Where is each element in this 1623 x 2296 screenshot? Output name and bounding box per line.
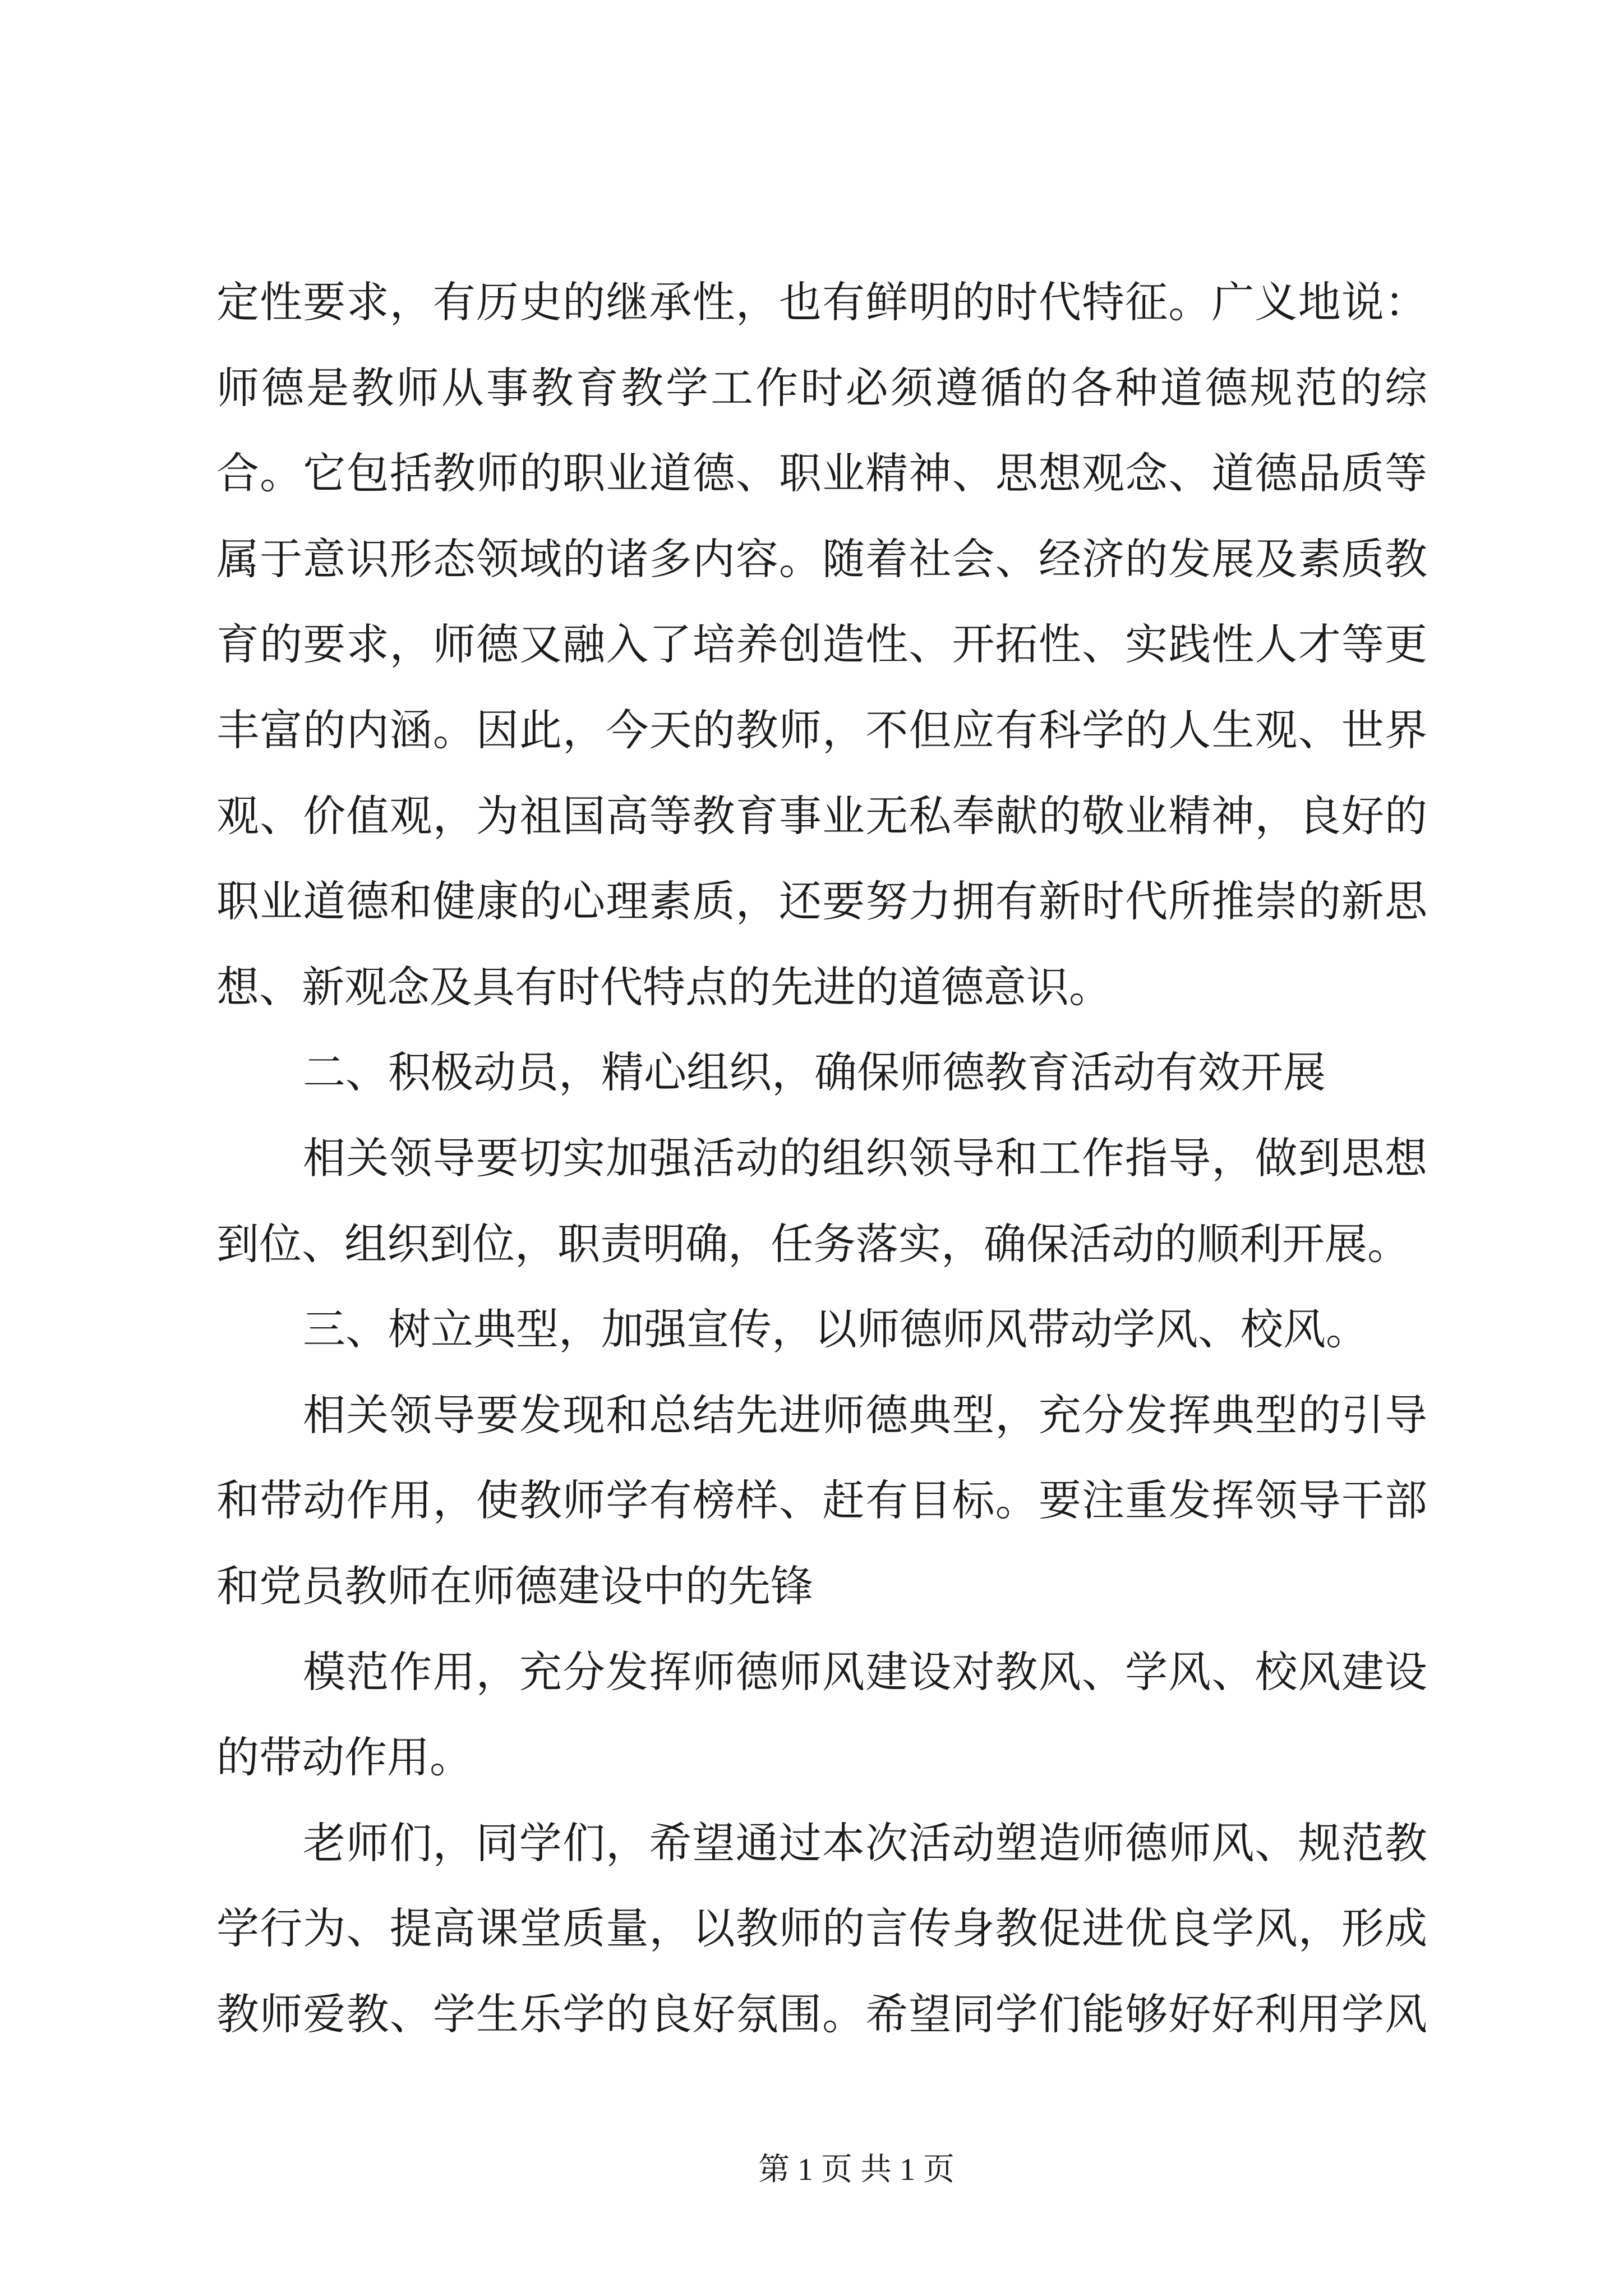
body-line: 丰富的内涵。因此，今天的教师，不但应有科学的人生观、世界 [216,707,1427,754]
body-line: 合。它包括教师的职业道德、职业精神、思想观念、道德品质等 [216,450,1427,498]
body-line: 学行为、提高课堂质量，以教师的言传身教促进优良学风，形成 [216,1906,1427,1953]
page-footer [0,2153,1623,2187]
body-line: 和党员教师在师德建设中的先锋 [216,1563,813,1611]
body-line: 和带动作用，使教师学有榜样、赶有目标。要注重发挥领导干部 [216,1478,1427,1525]
body-line: 相关领导要切实加强活动的组织领导和工作指导，做到思想 [303,1135,1427,1182]
body-line: 属于意识形态领域的诸多内容。随着社会、经济的发展及素质教 [216,536,1427,583]
body-line: 教师爱教、学生乐学的良好氛围。希望同学们能够好好利用学风 [216,1991,1427,2039]
body-line: 观、价值观，为祖国高等教育事业无私奉献的敬业精神，良好的 [216,793,1427,840]
body-line: 职业道德和健康的心理素质，还要努力拥有新时代所推崇的新思 [216,878,1427,926]
body-line: 相关领导要发现和总结先进师德典型，充分发挥典型的引导 [303,1392,1427,1439]
heading-line: 三、树立典型，加强宣传，以师德师风带动学风、校风。 [303,1306,1368,1354]
body-line: 育的要求，师德又融入了培养创造性、开拓性、实践性人才等更 [216,622,1427,669]
body-line: 想、新观念及具有时代特点的先进的道德意识。 [216,964,1112,1011]
body-line: 师德是教师从事教育教学工作时必须遵循的各种道德规范的综 [216,365,1427,412]
body-line: 到位、组织到位，职责明确，任务落实，确保活动的顺利开展。 [216,1221,1410,1268]
body-line: 定性要求，有历史的继承性，也有鲜明的时代特征。广义地说： [216,279,1427,326]
body-line: 的带动作用。 [216,1734,472,1782]
heading-line: 二、积极动员，精心组织，确保师德教育活动有效开展 [303,1050,1326,1097]
page-number: 第 1 页 共 1 页 [758,2152,955,2187]
body-line: 模范作用，充分发挥师德师风建设对教风、学风、校风建设 [303,1649,1427,1696]
body-line: 老师们，同学们，希望通过本次活动塑造师德师风、规范教 [303,1820,1427,1867]
